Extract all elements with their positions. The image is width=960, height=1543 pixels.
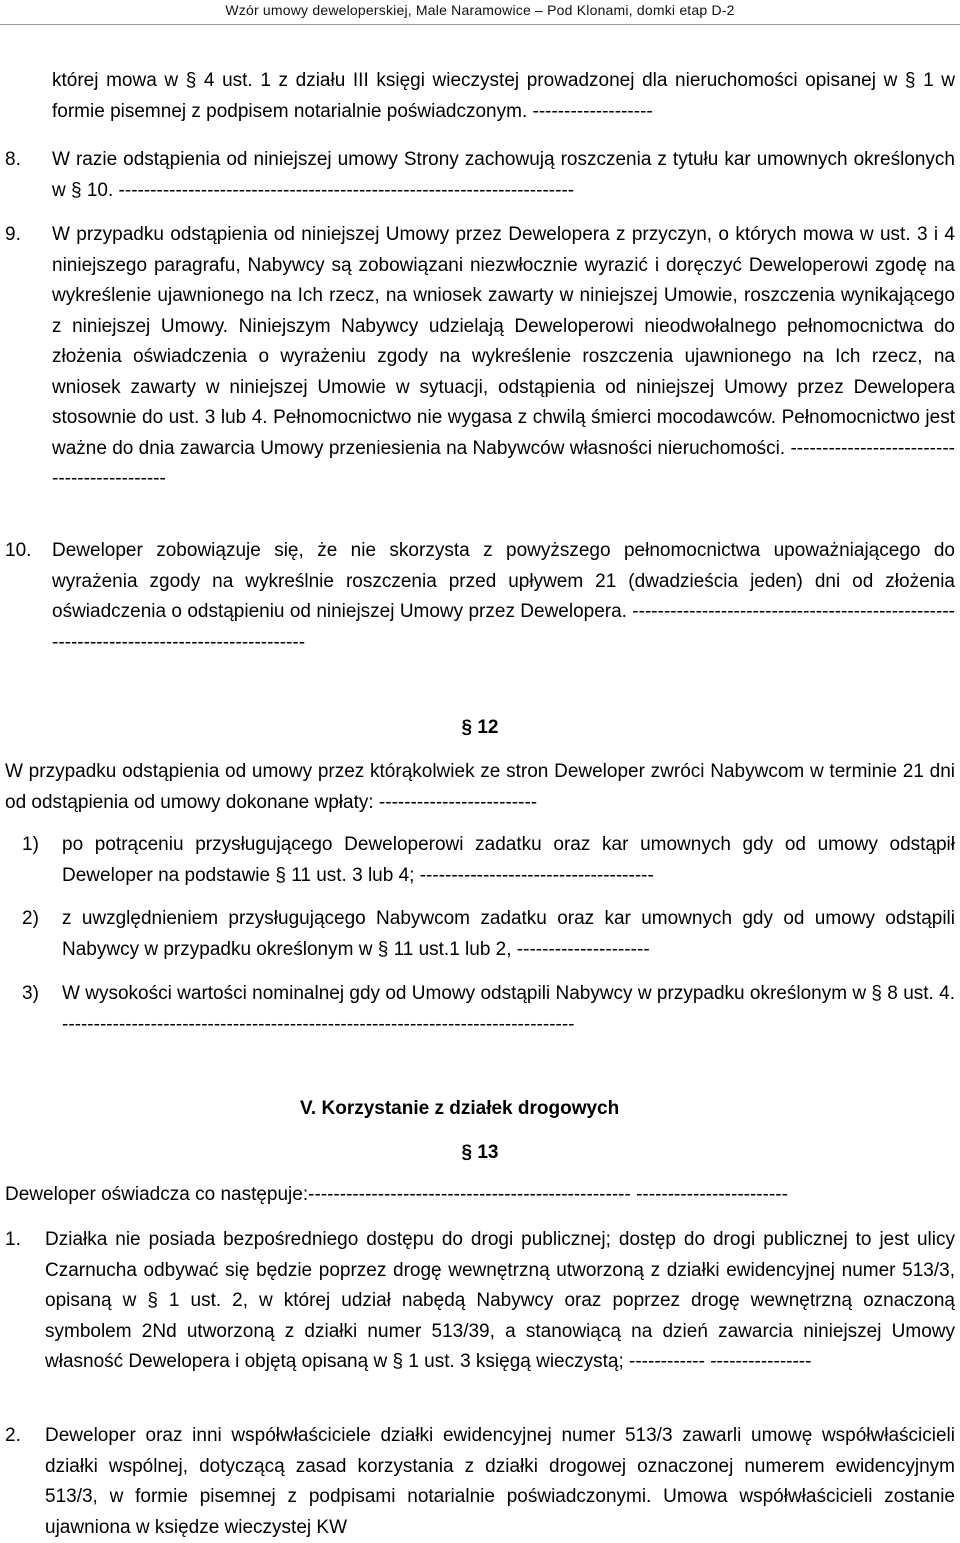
item-number: 1) [22,834,39,855]
paragraph-number: 10. [5,540,32,561]
section-12-item-3 [22,979,955,1040]
section-13-heading: § 13 [461,1142,499,1163]
section-12-item-2 [22,904,955,965]
section-13-intro: Deweloper oświadcza co następuje:--------------------------------------------------- ------------------------ [5,1184,788,1205]
section-v-title: V. Korzystanie z działek drogowych [300,1098,620,1119]
paragraph-8 [5,145,955,206]
paragraph-text: Deweloper zobowiązuje się, że nie skorzysta z powyższego pełnomocnictwa upoważniającego do wyrażenia zgody na wykreślnie roszczenia przed upływem 21 (dwadzieścia jeden) dni od złożenia oświadczenia o odstąpieniu od niniejszej Umowy przez Dewelopera. ------------------------------------------------------------------------------------------- [52,540,955,653]
paragraph-9 [5,220,955,495]
item-text: po potrąceniu przysługującego Deweloperowi zadatku oraz kar umownych gdy od umowy odstąpił Deweloper na podstawie § 11 ust. 3 lub 4; ------------------------------------- [62,834,955,886]
paragraph-number: 9. [5,224,21,245]
paragraph-text: W przypadku odstąpienia od niniejszej Umowy przez Dewelopera z przyczyn, o których mowa w ust. 3 i 4 niniejszego paragrafu, Nabywcy są zobowiązani niezwłocznie wyrazić i doręczyć Deweloperowi zgodę na wykreślenie ujawnionego na Ich rzecz, na wniosek zawarty w niniejszej Umowie, roszczenia wynikającego z niniejszej Umowy. Niniejszym Nabywcy udzielają Deweloperowi nieodwołalnego pełnomocnictwa do złożenia oświadczenia o wyrażeniu zgody na wykreślenie roszczenia ujawnionego na Ich rzecz, na wniosek zawarty w niniejszej Umowie w sytuacji, odstąpienia od niniejszej Umowy przez Dewelopera stosownie do ust. 3 lub 4. Pełnomocnictwo nie wygasa z chwilą śmierci mocodawców. Pełnomocnictwo jest ważne do dnia zawarcia Umowy przeniesienia na Nabywców własności nieruchomości. -------------------------------------------- [52,224,955,489]
section-12-intro: W przypadku odstąpienia od umowy przez którąkolwiek ze stron Deweloper zwróci Nabywcom w terminie 21 dni od odstąpienia od umowy dokonane wpłaty: ------------------------- [5,761,955,813]
item-text: Działka nie posiada bezpośredniego dostępu do drogi publicznej; dostęp do drogi publicznej to jest ulicy Czarnucha odbywać się będzie poprzez drogę wewnętrzną utworzoną z działki ewidencyjnej numer 513/3, opisaną w § 1 ust. 2, w której udział nabędą Nabywcy oraz poprzez drogę wewnętrzną oznaczoną symbolem 2Nd utworzoną z działki numer 513/39, a stanowiącą na dzień zawarcia niniejszej Umowy własność Dewelopera i objętą opisaną w § 1 ust. 3 księgą wieczystą; ------------ ---------------- [45,1229,955,1372]
running-header: Wzór umowy deweloperskiej, Male Naramowice – Pod Klonami, domki etap D-2 [0,0,960,25]
item-number: 3) [22,983,39,1004]
item-text: z uwzględnieniem przysługującego Nabywcom zadatku oraz kar umownych gdy od umowy odstąpili Nabywcy w przypadku określonym w § 11 ust.1 lub 2, --------------------- [62,908,955,960]
item-number: 1. [5,1229,21,1250]
section-12-heading: § 12 [461,717,499,738]
item-number: 2. [5,1425,21,1446]
paragraph-number: 8. [5,149,21,170]
paragraph-text: W razie odstąpienia od niniejszej umowy Strony zachowują roszczenia z tytułu kar umownych określonych w § 10. ------------------------------------------------------------------------ [52,149,955,201]
section-13-item-1 [5,1225,955,1378]
item-number: 2) [22,908,39,929]
paragraph-10 [5,536,955,658]
continuation-paragraph: której mowa w § 4 ust. 1 z działu III księgi wieczystej prowadzonej dla nieruchomości opisanej w § 1 w formie pisemnej z podpisem notarialnie poświadczonym. ------------------- [52,70,955,122]
section-13-item-2 [5,1421,955,1543]
item-text: W wysokości wartości nominalnej gdy od Umowy odstąpili Nabywcy w przypadku określonym w § 8 ust. 4. --------------------------------------------------------------------------------- [62,983,955,1035]
section-12-item-1 [22,830,955,891]
item-text: Deweloper oraz inni współwłaściciele działki ewidencyjnej numer 513/3 zawarli umowę współwłaścicieli działki wspólnej, dotyczącą zasad korzystania z działki drogowej oznaczonej numerem ewidencyjnym 513/3, w formie pisemnej z podpisami notarialnie poświadczonymi. Umowa współwłaścicieli zostanie ujawniona w księdze wieczystej KW [45,1425,955,1538]
